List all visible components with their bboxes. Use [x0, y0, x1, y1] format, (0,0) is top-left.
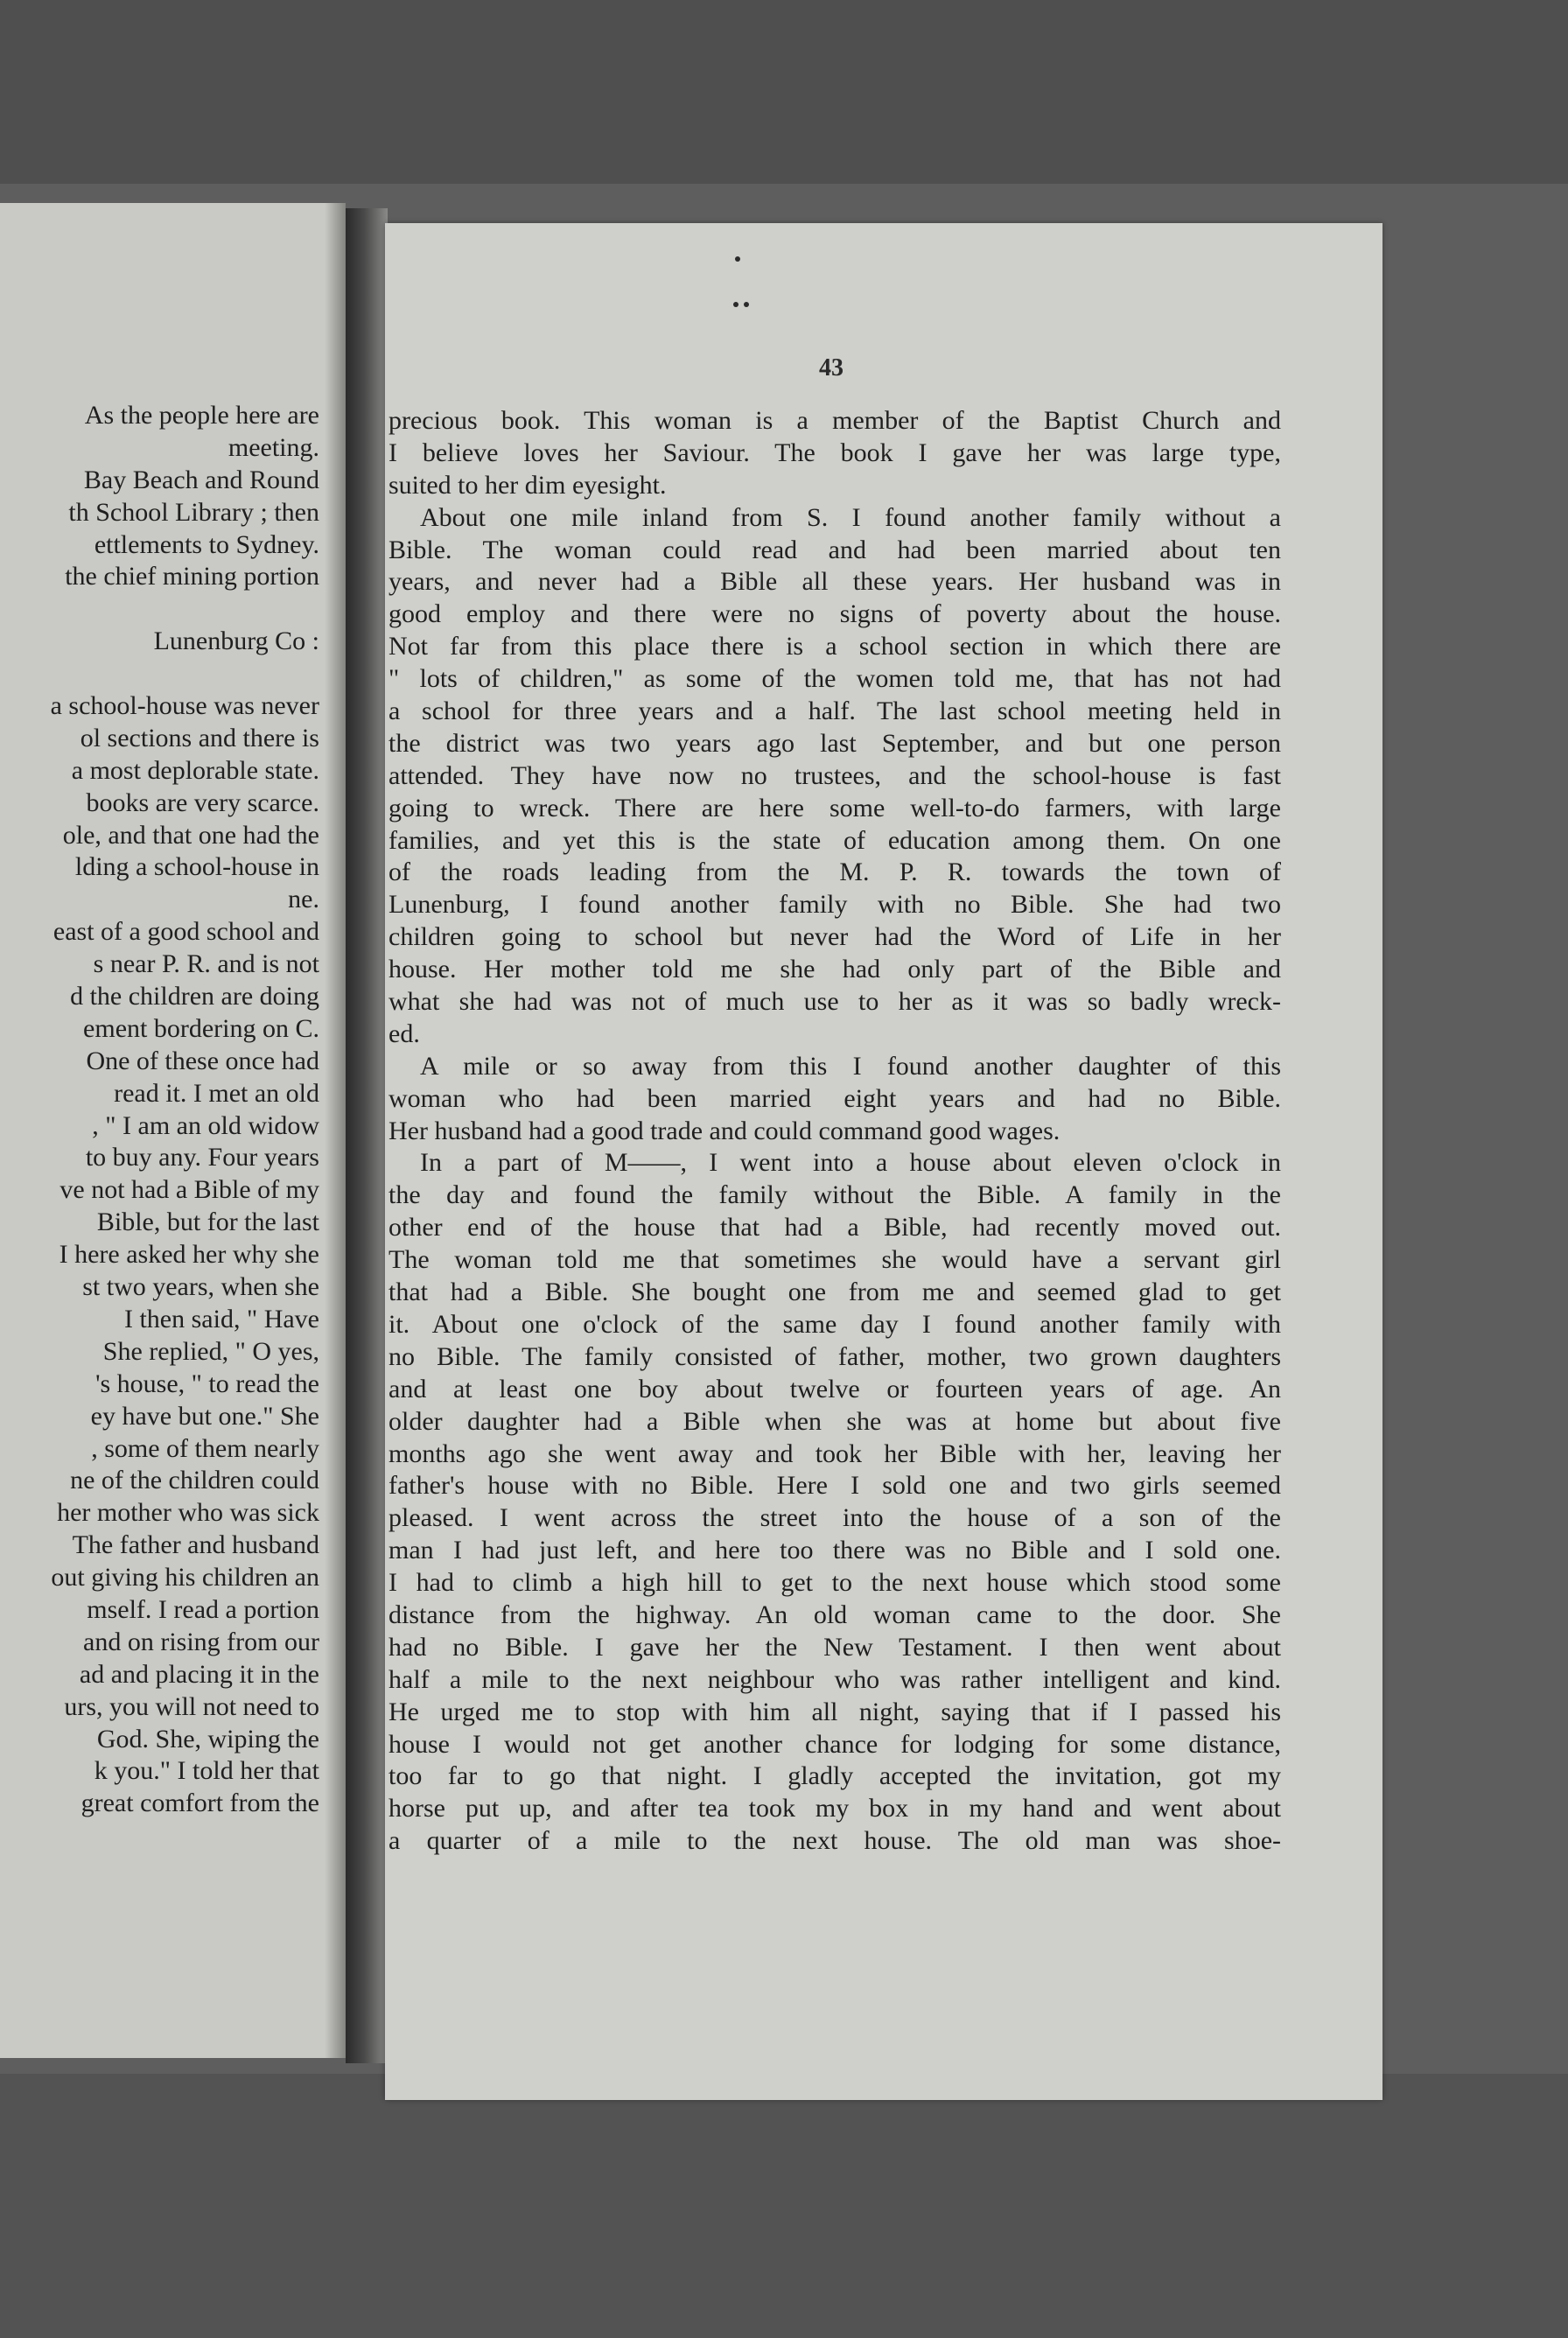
body-text-line: good employ and there were no signs of poverty about the house. [388, 599, 1281, 629]
body-text-line: house I would not get another chance for lodging for some distance, [388, 1729, 1281, 1759]
body-text-line: the day and found the family without the Bible. A family in the [388, 1180, 1281, 1210]
body-text-line: a quarter of a mile to the next house. The old man was shoe- [388, 1826, 1281, 1856]
body-text-line: precious book. This woman is a member of the Baptist Church and [388, 406, 1281, 435]
left-page-shadow [325, 203, 346, 2058]
left-text-line: ettlements to Sydney. [94, 529, 319, 559]
left-text-line: urs, you will not need to [64, 1691, 319, 1721]
left-text-line: a school-house was never [50, 691, 319, 721]
left-text-line: out giving his children an [51, 1563, 319, 1592]
left-text-line [0, 593, 319, 626]
left-text-line: meeting. [228, 432, 319, 462]
body-text-line: going to wreck. There are here some well-to-do farmers, with large [388, 793, 1281, 822]
left-text-line: 's house, " to read the [95, 1368, 319, 1398]
body-text-line: families, and yet this is the state of education among them. On one [388, 825, 1281, 855]
left-text-line: th School Library ; then [68, 497, 319, 527]
left-text-line: ve not had a Bible of my [60, 1175, 319, 1205]
left-text-line: mself. I read a portion [87, 1594, 319, 1624]
body-text-line: " lots of children," as some of the women told me, that has not had [388, 664, 1281, 694]
left-text-line: lding a school-house in [74, 852, 319, 882]
body-text-line: In a part of M——, I went into a house about eleven o'clock in [420, 1148, 1281, 1178]
left-text-line: As the people here are [84, 401, 319, 430]
left-text-line: Bible, but for the last [96, 1208, 319, 1237]
body-text-line: woman who had been married eight years and had no Bible. [388, 1083, 1281, 1113]
body-text-line: horse put up, and after tea took my box in my hand and went about [388, 1794, 1281, 1824]
left-text-line: great comfort from the [80, 1788, 319, 1818]
left-text-line: her mother who was sick [57, 1498, 319, 1528]
body-text-line: what she had was not of much use to her as it was so badly wreck- [388, 987, 1281, 1017]
left-text-line: st two years, when she [82, 1272, 319, 1302]
body-text-line: attended. They have now no trustees, and the school-house is fast [388, 760, 1281, 790]
body-text-line: half a mile to the next neighbour who was rather intelligent and kind. [388, 1664, 1281, 1694]
left-text-line: I here asked her why she [59, 1240, 319, 1270]
left-text-line: The father and husband [72, 1530, 319, 1560]
left-text-line: ad and placing it in the [79, 1659, 319, 1689]
background-bottom [0, 2074, 1568, 2338]
left-text-line: , some of them nearly [91, 1433, 319, 1463]
body-text-line: too far to go that night. I gladly accepted the invitation, got my [388, 1761, 1281, 1791]
body-text-line: months ago she went away and took her Bible with her, leaving her [388, 1438, 1281, 1468]
body-text-line: older daughter had a Bible when she was at home but about five [388, 1406, 1281, 1436]
body-text-line: that had a Bible. She bought one from me and seemed glad to get [388, 1278, 1281, 1307]
left-text-line: I then said, " Have [123, 1304, 319, 1334]
left-text-line: d the children are doing [70, 982, 319, 1012]
left-text-line: Lunenburg Co : [153, 626, 319, 656]
body-text-line: of the roads leading from the M. P. R. towards the town of [388, 858, 1281, 887]
background-top [0, 0, 1568, 184]
body-text-line: man I had just left, and here too there was no Bible and I sold one. [388, 1536, 1281, 1565]
left-text-line: ol sections and there is [80, 723, 319, 752]
page-speck [744, 302, 749, 307]
body-text-line: suited to her dim eyesight. [388, 470, 667, 500]
body-text-line: ed. [388, 1018, 420, 1048]
body-text-line: and at least one boy about twelve or fourteen years of age. An [388, 1374, 1281, 1404]
left-text-line: , " I am an old widow [92, 1110, 319, 1140]
left-text-line: ey have but one." She [90, 1401, 319, 1431]
body-text-line: Not far from this place there is a school section in which there are [388, 632, 1281, 662]
left-text-line: a most deplorable state. [71, 755, 319, 785]
book-gutter [346, 208, 388, 2063]
left-text-line: k you." I told her that [94, 1756, 319, 1786]
body-text-line: About one mile inland from S. I found another family without a [420, 502, 1281, 532]
left-text-line: She replied, " O yes, [102, 1336, 319, 1366]
body-text-line: a school for three years and a half. The last school meeting held in [388, 696, 1281, 726]
page-number: 43 [819, 354, 844, 382]
body-text-line: children going to school but never had the Word of Life in her [388, 922, 1281, 952]
page-speck [735, 256, 740, 262]
body-text-line: I believe loves her Saviour. The book I gave her was large type, [388, 438, 1281, 467]
body-text-line: pleased. I went across the street into the house of a son of the [388, 1503, 1281, 1533]
body-text-line: other end of the house that had a Bible, had recently moved out. [388, 1213, 1281, 1242]
body-text-line: Her husband had a good trade and could command good wages. [388, 1116, 1060, 1145]
body-text-line: He urged me to stop with him all night, saying that if I passed his [388, 1697, 1281, 1726]
body-text-line: Lunenburg, I found another family with no Bible. She had two [388, 890, 1281, 920]
body-text-line: it. About one o'clock of the same day I found another family with [388, 1309, 1281, 1339]
left-text-line: God. She, wiping the [96, 1724, 319, 1754]
body-text-line: no Bible. The family consisted of father, mother, two grown daughters [388, 1341, 1281, 1371]
left-text-line [0, 658, 319, 690]
left-text-line: to buy any. Four years [85, 1143, 319, 1172]
left-text-line: east of a good school and [52, 917, 319, 947]
left-text-line: Bay Beach and Round [83, 465, 319, 494]
left-text-line: One of these once had [86, 1046, 319, 1075]
body-text-line: A mile or so away from this I found another daughter of this [420, 1051, 1281, 1081]
left-text-line: s near P. R. and is not [93, 949, 319, 979]
left-page [0, 203, 346, 2058]
left-text-line: books are very scarce. [86, 788, 319, 817]
body-text-line: distance from the highway. An old woman came to the door. She [388, 1600, 1281, 1629]
left-text-line: read it. I met an old [114, 1078, 319, 1108]
left-text-line: ne. [288, 885, 319, 914]
body-text-line: Bible. The woman could read and had been married about ten [388, 535, 1281, 564]
right-page [385, 223, 1382, 2100]
left-text-line: ole, and that one had the [62, 820, 319, 850]
body-text-line: I had to climb a high hill to get to the next house which stood some [388, 1568, 1281, 1598]
right-page-text [388, 405, 1281, 1858]
left-text-line: ne of the children could [70, 1466, 319, 1495]
left-text-line: the chief mining portion [65, 562, 319, 592]
body-text-line: years, and never had a Bible all these years. Her husband was in [388, 567, 1281, 597]
body-text-line: The woman told me that sometimes she would have a servant girl [388, 1245, 1281, 1275]
body-text-line: father's house with no Bible. Here I sold one and two girls seemed [388, 1471, 1281, 1501]
body-text-line: had no Bible. I gave her the New Testament. I then went about [388, 1632, 1281, 1662]
left-text-line: and on rising from our [83, 1627, 319, 1656]
body-text-line: house. Her mother told me she had only part of the Bible and [388, 955, 1281, 984]
left-page-text [0, 400, 319, 1820]
page-speck [733, 302, 738, 307]
body-text-line: the district was two years ago last September, and but one person [388, 728, 1281, 758]
left-text-line: ement bordering on C. [83, 1013, 319, 1043]
